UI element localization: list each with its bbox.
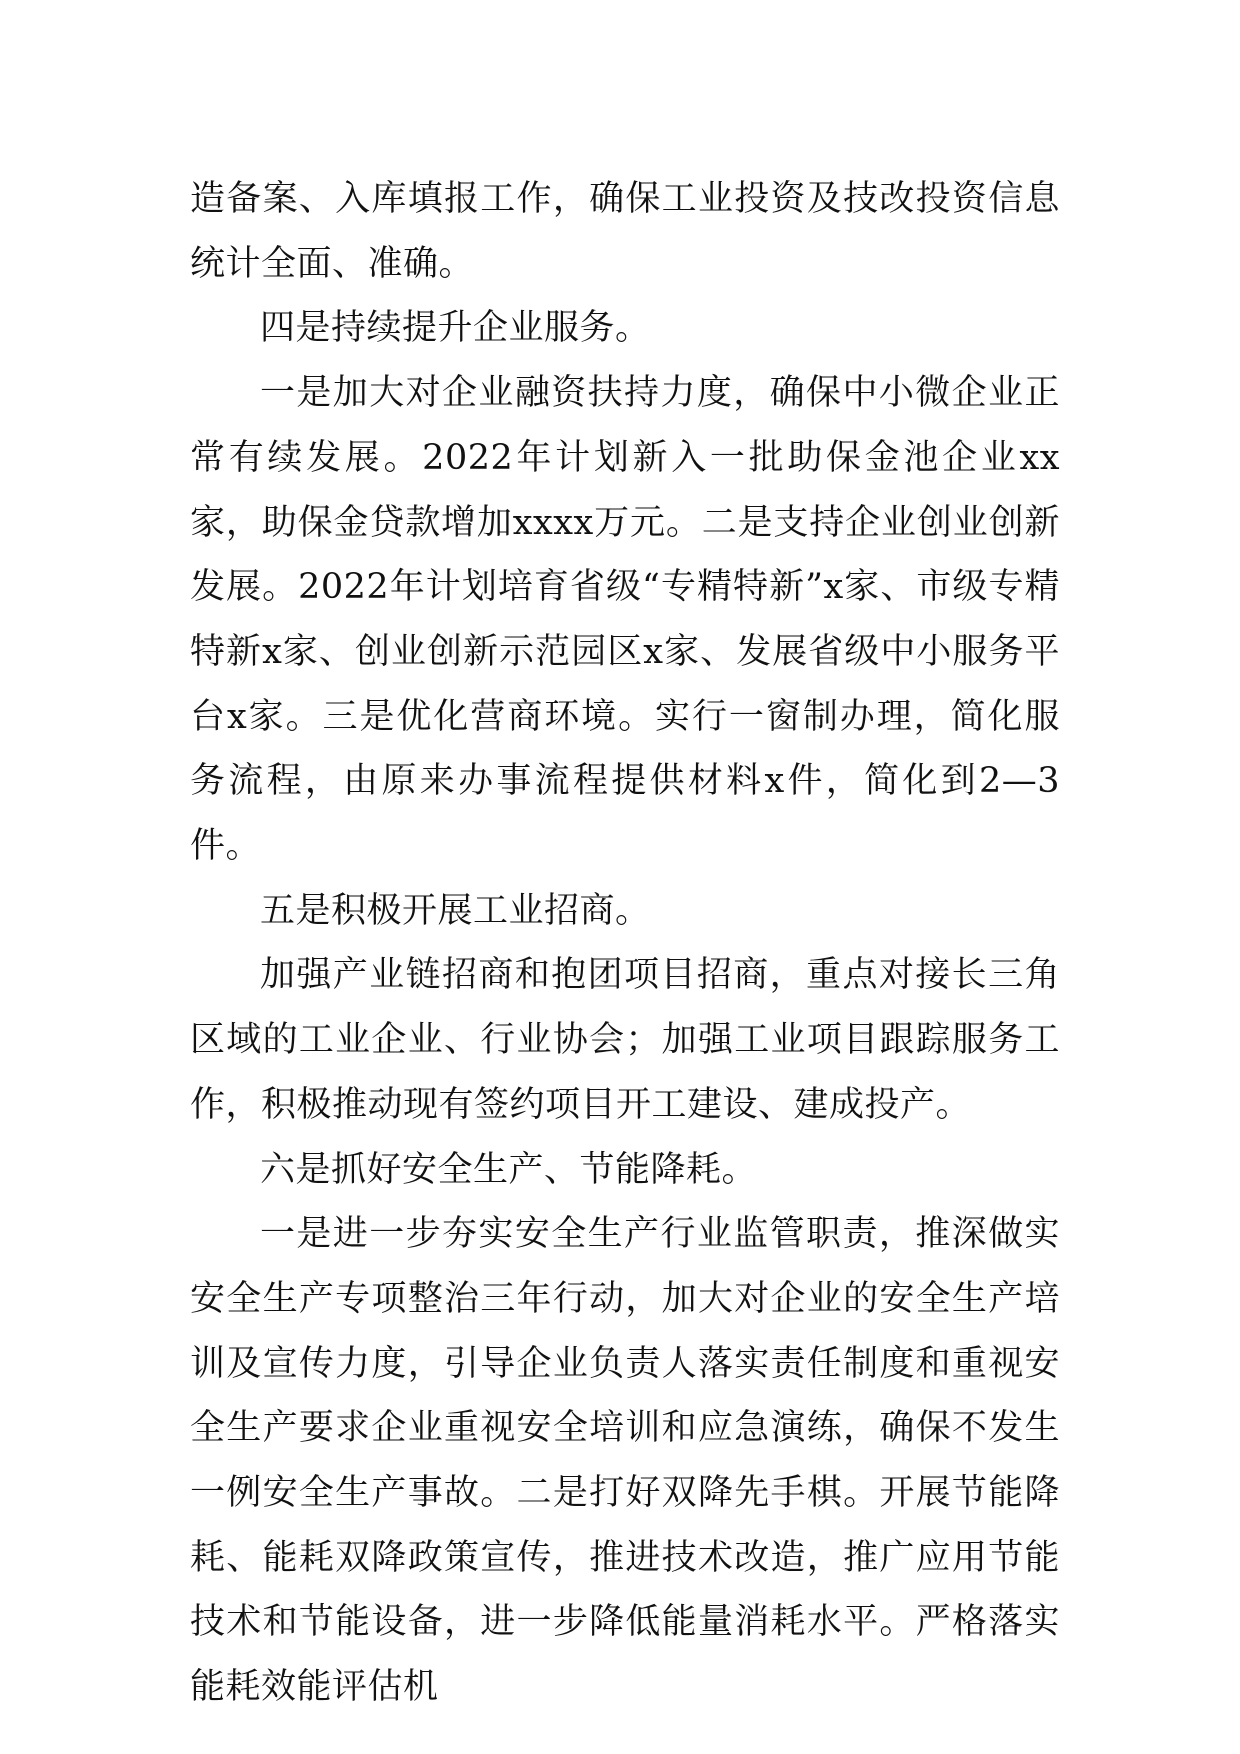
- section-heading-four: 四是持续提升企业服务。: [260, 308, 651, 349]
- section-heading-six: 六是抓好安全生产、节能降耗。: [260, 1149, 758, 1190]
- section-heading-five: 五是积极开展工业招商。: [260, 890, 651, 931]
- paragraph-continuation: 造备案、入库填报工作，确保工业投资及技改投资信息统计全面、准确。: [190, 179, 1060, 284]
- document-page: [190, 167, 1060, 1720]
- paragraph-safety-energy: 一是进一步夯实安全生产行业监管职责，推深做实安全生产专项整治三年行动，加大对企业的安全生产培训及宣传力度，引导企业负责人落实责任制度和重视安全生产要求企业重视安全培训和应急演练，确保不发生一例安全生产事故。二是打好双降先手棋。开展节能降耗、能耗双降政策宣传，推进技术改造，推广应用节能技术和节能设备，进一步降低能量消耗水平。严格落实能耗效能评估机: [190, 1214, 1060, 1708]
- paragraph-investment-attraction: 加强产业链招商和抱团项目招商，重点对接长三角区域的工业企业、行业协会；加强工业项目跟踪服务工作，积极推动现有签约项目开工建设、建成投产。: [190, 955, 1060, 1125]
- paragraph-enterprise-service: 一是加大对企业融资扶持力度，确保中小微企业正常有续发展。2022年计划新入一批助保金池企业xx家，助保金贷款增加xxxx万元。二是支持企业创业创新发展。2022年计划培育省级“专精特新”x家、市级专精特新x家、创业创新示范园区x家、发展省级中小服务平台x家。三是优化营商环境。实行一窗制办理，简化服务流程，由原来办事流程提供材料x件，简化到2—3件。: [190, 373, 1060, 867]
